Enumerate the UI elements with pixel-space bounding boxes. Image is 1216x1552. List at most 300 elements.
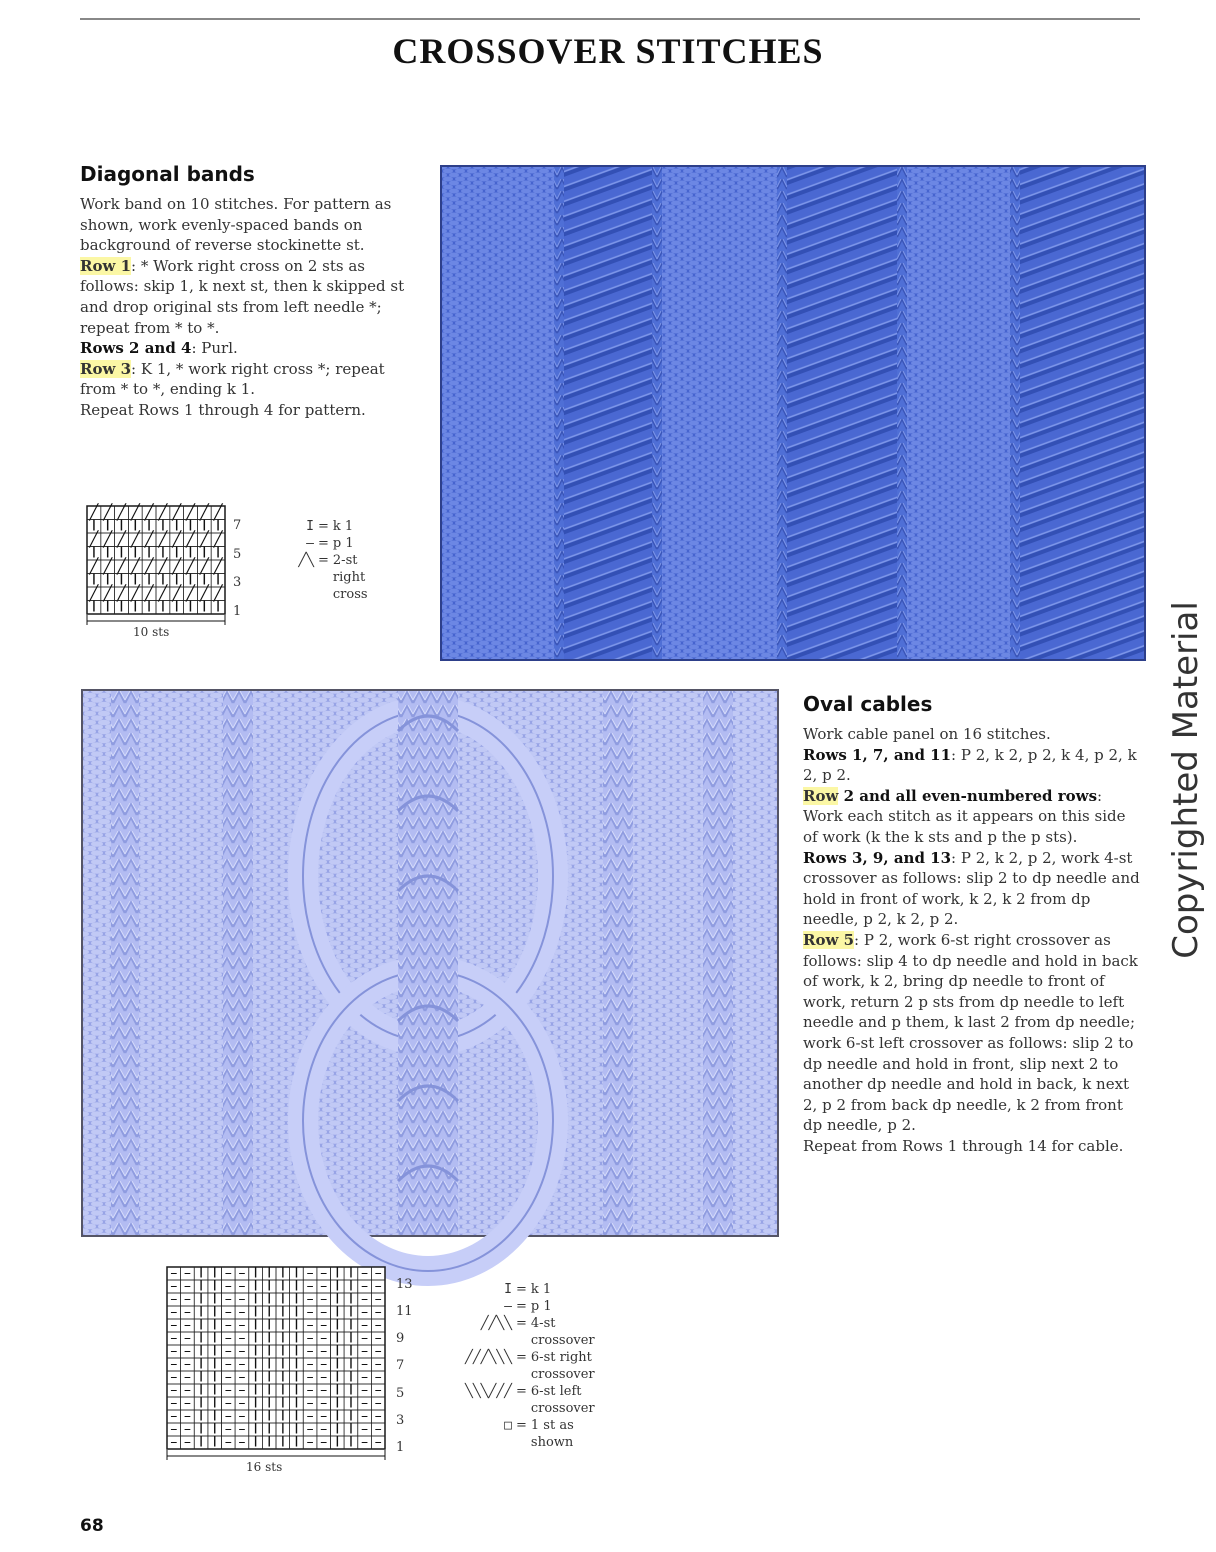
chart-symbol: – (170, 1382, 178, 1399)
chart-symbol: ╱ (172, 556, 182, 575)
chart-symbol: I (267, 1265, 272, 1282)
chart-symbol: – (183, 1265, 192, 1282)
chart-symbol: – (224, 1317, 232, 1334)
chart-symbol: ╱ (213, 583, 223, 602)
chart2-row-3: 3 (396, 1413, 405, 1428)
copyright-watermark: Copyrighted Material (1166, 601, 1206, 959)
chart-symbol: – (238, 1434, 246, 1451)
chart-symbol: I (174, 543, 179, 562)
chart-symbol: I (119, 516, 124, 535)
chart-symbol: ╱ (199, 583, 209, 602)
chart-symbol: I (280, 1369, 285, 1386)
chart-symbol: I (212, 1395, 217, 1412)
chart-symbol: ╱ (199, 529, 209, 548)
chart-symbol: – (374, 1304, 382, 1321)
chart-symbol: I (133, 570, 138, 589)
chart-symbol: ╱ (89, 583, 99, 602)
chart-symbol: ╱ (186, 583, 195, 602)
chart-symbol: I (253, 1434, 258, 1451)
chart-symbol: – (224, 1369, 232, 1386)
chart-symbol: I (348, 1356, 354, 1373)
rows24-text: : Purl. (191, 339, 238, 358)
chart-symbol: – (238, 1330, 246, 1347)
chart-symbol: I (267, 1356, 272, 1373)
chart-symbol: I (280, 1434, 285, 1451)
chart-symbol: ╱ (172, 529, 182, 548)
chart-symbol: – (360, 1421, 369, 1438)
chart-symbol: ╱ (186, 529, 195, 548)
chart-symbol: I (212, 1343, 217, 1360)
chart-symbol: – (360, 1317, 369, 1334)
chart-symbol: – (224, 1395, 232, 1412)
chart-symbol: I (215, 543, 221, 562)
chart-symbol: – (224, 1382, 232, 1399)
chart-symbol: I (188, 543, 193, 562)
oval-row5: Row 5: P 2, work 6-st right crossover as follows: slip 4 to dp needle and hold in back of work, k 2, bring dp needle to front of work, return 2 p sts from dp needle to left needle and p them, k last 2 from dp needle; work 6-st left crossover as follows: slip 2 to dp needle and hold in front, slip next 2 to another dp needle and hold in back, k next 2, p 2 from back dp needle, k 2 from front dp needle, p 2. (803, 930, 1138, 1135)
chart-symbol: – (306, 1291, 314, 1308)
chart-symbol: I (212, 1369, 217, 1386)
chart-symbol: I (348, 1330, 354, 1347)
chart-symbol: – (320, 1265, 328, 1282)
chart-symbol: I (105, 597, 110, 616)
chart-symbol: – (360, 1369, 369, 1386)
chart-symbol: – (170, 1356, 178, 1373)
chart-symbol: – (320, 1395, 328, 1412)
oval-cables-chart (166, 1266, 388, 1466)
chart-symbol: I (215, 516, 221, 535)
chart-symbol: – (183, 1317, 192, 1334)
chart-symbol: I (280, 1330, 285, 1347)
chart-symbol: ╱ (103, 583, 113, 602)
chart-symbol: – (320, 1434, 328, 1451)
chart-symbol: I (267, 1317, 272, 1334)
chart-symbol: I (119, 570, 124, 589)
chart-symbol: I (253, 1265, 258, 1282)
row3-label: Row 3 (80, 359, 132, 378)
chart-symbol: ╱ (172, 583, 182, 602)
page-number: 68 (80, 1516, 104, 1536)
chart-symbol: I (198, 1421, 204, 1438)
chart-symbol: I (267, 1369, 272, 1386)
chart-symbol: – (170, 1304, 178, 1321)
chart-symbol: ╱ (117, 502, 126, 521)
chart-symbol: – (183, 1356, 192, 1373)
chart-symbol: I (335, 1369, 340, 1386)
chart-symbol: I (335, 1278, 340, 1295)
chart1-width-label: 10 sts (133, 625, 170, 639)
chart-symbol: – (183, 1382, 192, 1399)
chart-symbol: – (183, 1421, 192, 1438)
chart-symbol: I (174, 597, 179, 616)
chart-symbol: – (374, 1265, 382, 1282)
chart-symbol: – (238, 1369, 246, 1386)
chart-symbol: ╱ (158, 556, 168, 575)
chart-symbol: – (170, 1265, 178, 1282)
chart-symbol: I (198, 1395, 204, 1412)
chart-symbol: – (306, 1434, 314, 1451)
chart-symbol: I (348, 1304, 354, 1321)
chart-symbol: – (238, 1317, 246, 1334)
chart-symbol: I (212, 1265, 217, 1282)
chart-symbol: I (202, 516, 207, 535)
chart-symbol: I (280, 1421, 285, 1438)
chart-symbol: – (238, 1382, 246, 1399)
chart-symbol: I (160, 597, 166, 616)
chart-symbol: I (294, 1421, 299, 1438)
chart-symbol: – (170, 1408, 178, 1425)
chart-symbol: I (267, 1330, 272, 1347)
chart-symbol: – (183, 1330, 192, 1347)
right-cross-symbol-icon: ╱╲ (298, 553, 314, 568)
diagonal-row1 (80, 256, 420, 338)
chart-symbol: ╱ (130, 556, 140, 575)
chart-symbol: ╱ (213, 556, 223, 575)
oval-cables-heading: Oval cables (803, 692, 933, 716)
chart-symbol: I (146, 543, 152, 562)
chart-symbol: I (119, 543, 124, 562)
oval-intro: Work cable panel on 16 stitches. (803, 725, 1051, 743)
chart-symbol: I (253, 1356, 258, 1373)
chart-symbol: I (188, 570, 193, 589)
chart-symbol: I (91, 597, 97, 616)
diagonal-rows24 (80, 338, 420, 359)
chart-symbol: I (294, 1317, 299, 1334)
one-st-as-shown-symbol-icon: □ (504, 1418, 512, 1433)
chart-symbol: I (335, 1330, 340, 1347)
chart-symbol: I (267, 1278, 272, 1295)
oval-cables-section (803, 692, 1143, 1156)
chart-symbol: ╱ (89, 556, 99, 575)
chart-symbol: I (280, 1317, 285, 1334)
chart-symbol: I (267, 1382, 272, 1399)
chart-symbol: – (306, 1395, 314, 1412)
chart-symbol: – (374, 1369, 382, 1386)
chart-symbol: I (160, 570, 166, 589)
chart-symbol: I (267, 1434, 272, 1451)
chart-symbol: I (253, 1395, 258, 1412)
chart-symbol: I (253, 1382, 258, 1399)
chart-symbol: – (320, 1304, 328, 1321)
chart-symbol: ╱ (144, 556, 154, 575)
chart-symbol: – (183, 1395, 192, 1412)
chart-symbol: I (91, 516, 97, 535)
chart-symbol: – (306, 1317, 314, 1334)
chart-symbol: I (335, 1343, 340, 1360)
row1-label: Row 1 (80, 256, 132, 275)
chart-symbol: – (374, 1421, 382, 1438)
chart-symbol: I (119, 597, 124, 616)
chart-symbol: I (294, 1265, 299, 1282)
oval-rows3913: Rows 3, 9, and 13: P 2, k 2, p 2, work 4-st crossover as follows: slip 2 to dp needle and hold in front of work, k 2, k 2 from dp needle, p 2, k 2, p 2. (803, 848, 1140, 929)
chart-symbol: – (238, 1278, 246, 1295)
chart-symbol: I (212, 1330, 217, 1347)
chart-symbol: – (320, 1343, 328, 1360)
chart-symbol: I (253, 1421, 258, 1438)
chart-symbol: I (294, 1304, 299, 1321)
chart-symbol: I (105, 543, 110, 562)
chart2-row-1: 1 (396, 1440, 405, 1455)
chart-symbol: I (133, 516, 138, 535)
chart-symbol: I (348, 1434, 354, 1451)
chart-symbol: ╱ (103, 529, 113, 548)
chart-symbol: I (212, 1356, 217, 1373)
oval-swatch-image (83, 691, 777, 1235)
chart-symbol: I (280, 1395, 285, 1412)
chart-symbol: – (374, 1278, 382, 1295)
chart-symbol: ╱ (103, 556, 113, 575)
chart-symbol: – (320, 1356, 328, 1373)
chart-symbol: – (183, 1434, 192, 1451)
chart-symbol: I (212, 1408, 217, 1425)
chart-symbol: I (348, 1278, 354, 1295)
chart-symbol: I (198, 1356, 204, 1373)
chart-symbol: I (160, 516, 166, 535)
chart-symbol: – (224, 1343, 232, 1360)
chart-symbol: I (280, 1343, 285, 1360)
chart-symbol: I (294, 1395, 299, 1412)
chart-symbol: – (224, 1356, 232, 1373)
chart-symbol: I (212, 1304, 217, 1321)
chart-symbol: – (360, 1291, 369, 1308)
chart-symbol: I (253, 1408, 258, 1425)
page-title: CROSSOVER STITCHES (392, 31, 824, 71)
chart-symbol: – (360, 1278, 369, 1295)
row1-text: : * Work right cross on 2 sts as follows: skip 1, k next st, then k skipped st and drop original sts from left needle *; repeat from * to *. (80, 256, 405, 337)
chart-symbol: ╱ (213, 529, 223, 548)
chart-symbol: – (183, 1408, 192, 1425)
chart-symbol: – (306, 1343, 314, 1360)
chart-symbol: I (267, 1304, 272, 1321)
chart-symbol: – (183, 1369, 192, 1386)
chart-symbol: I (253, 1291, 258, 1308)
chart1-row-1: 1 (233, 604, 242, 619)
chart-symbol: I (335, 1304, 340, 1321)
chart-symbol: I (146, 597, 152, 616)
chart-symbol: – (320, 1317, 328, 1334)
chart-symbol: – (374, 1395, 382, 1412)
chart-symbol: ╱ (158, 583, 168, 602)
chart-symbol: – (320, 1369, 328, 1386)
chart1-row-5: 5 (233, 547, 242, 562)
chart-symbol: – (360, 1408, 369, 1425)
chart-symbol: I (198, 1291, 204, 1308)
chart-symbol: I (198, 1330, 204, 1347)
chart-symbol: – (374, 1291, 382, 1308)
chart-symbol: – (360, 1304, 369, 1321)
chart-symbol: – (238, 1291, 246, 1308)
chart-symbol: – (224, 1291, 232, 1308)
chart-symbol: – (320, 1421, 328, 1438)
chart-symbol: I (198, 1317, 204, 1334)
chart-symbol: – (170, 1434, 178, 1451)
chart-symbol: – (224, 1265, 232, 1282)
chart-symbol: ╱ (117, 556, 126, 575)
purl-symbol-icon: – (306, 536, 314, 551)
chart-symbol: – (170, 1343, 178, 1360)
chart-symbol: – (224, 1304, 232, 1321)
chart-symbol: I (335, 1408, 340, 1425)
chart-symbol: – (224, 1434, 232, 1451)
chart1-row-7: 7 (233, 518, 242, 533)
chart-symbol: – (320, 1330, 328, 1347)
chart-symbol: ╱ (130, 502, 140, 521)
chart-symbol: I (215, 570, 221, 589)
chart-symbol: – (306, 1382, 314, 1399)
chart-symbol: – (238, 1265, 246, 1282)
chart-symbol: I (267, 1343, 272, 1360)
chart-symbol: I (198, 1304, 204, 1321)
chart-symbol: I (198, 1408, 204, 1425)
chart2-row-11: 11 (396, 1304, 413, 1319)
chart-symbol: – (374, 1356, 382, 1373)
chart-symbol: I (348, 1421, 354, 1438)
chart-symbol: I (267, 1291, 272, 1308)
chart-symbol: I (348, 1291, 354, 1308)
chart-symbol: – (320, 1278, 328, 1295)
chart-symbol: I (294, 1382, 299, 1399)
chart-symbol: I (202, 570, 207, 589)
chart-symbol: I (294, 1434, 299, 1451)
chart-symbol: – (183, 1343, 192, 1360)
diagonal-legend (270, 518, 400, 603)
chart-symbol: I (348, 1382, 354, 1399)
chart-symbol: I (174, 516, 179, 535)
chart-symbol: I (188, 597, 193, 616)
chart-symbol: I (198, 1434, 204, 1451)
chart-symbol: I (335, 1382, 340, 1399)
chart-symbol: I (253, 1278, 258, 1295)
chart-symbol: ╱ (158, 529, 168, 548)
chart-symbol: I (215, 597, 221, 616)
chart-symbol: ╱ (144, 529, 154, 548)
chart-symbol: – (374, 1382, 382, 1399)
chart-symbol: ╱ (89, 502, 99, 521)
chart2-row-13: 13 (396, 1277, 413, 1292)
chart-symbol: I (253, 1317, 258, 1334)
chart-symbol: ╱ (130, 529, 140, 548)
legend-knit: I = k 1 (270, 518, 400, 535)
chart-symbol: I (280, 1265, 285, 1282)
chart-symbol: – (170, 1278, 178, 1295)
chart-symbol: I (280, 1291, 285, 1308)
chart-symbol: I (294, 1291, 299, 1308)
chart-symbol: I (280, 1278, 285, 1295)
chart-symbol: – (238, 1395, 246, 1412)
chart-symbol: – (224, 1278, 232, 1295)
chart-symbol: – (183, 1304, 192, 1321)
oval-repeat: Repeat from Rows 1 through 14 for cable. (803, 1136, 1124, 1155)
chart-symbol: – (320, 1382, 328, 1399)
chart2-row-9: 9 (396, 1331, 405, 1346)
chart-symbol: – (306, 1330, 314, 1347)
chart-symbol: – (306, 1304, 314, 1321)
chart-symbol: I (348, 1343, 354, 1360)
chart-symbol: I (280, 1304, 285, 1321)
chart-symbol: ╱ (158, 502, 168, 521)
chart-symbol: I (253, 1369, 258, 1386)
chart-symbol: I (335, 1395, 340, 1412)
chart-symbol: ╱ (199, 502, 209, 521)
chart-symbol: I (174, 570, 179, 589)
rows24-label: Rows 2 and 4 (80, 339, 192, 358)
chart-symbol: I (105, 516, 110, 535)
chart-symbol: – (224, 1408, 232, 1425)
chart-symbol: ╱ (144, 583, 154, 602)
chart-symbol: – (374, 1408, 382, 1425)
chart-symbol: I (105, 570, 110, 589)
chart2-row-7: 7 (396, 1358, 405, 1373)
chart-symbol: ╱ (199, 556, 209, 575)
chart-symbol: – (170, 1395, 178, 1412)
chart-symbol: – (170, 1421, 178, 1438)
chart-symbol: – (306, 1408, 314, 1425)
chart-symbol: I (280, 1356, 285, 1373)
chart-symbol: – (374, 1434, 382, 1451)
chart-symbol: I (212, 1434, 217, 1451)
diagonal-repeat: Repeat Rows 1 through 4 for pattern. (80, 400, 366, 419)
chart2-width-label: 16 sts (246, 1460, 283, 1474)
chart-symbol: I (335, 1434, 340, 1451)
chart-symbol: – (306, 1356, 314, 1373)
chart-symbol: I (335, 1317, 340, 1334)
chart-symbol: ╱ (172, 502, 182, 521)
chart-symbol: I (160, 543, 166, 562)
chart-symbol: I (267, 1408, 272, 1425)
top-rule (80, 18, 1140, 20)
chart-symbol: I (212, 1382, 217, 1399)
oval-rows1711: Rows 1, 7, and 11: P 2, k 2, p 2, k 4, p 2, k 2, p 2. (803, 745, 1137, 785)
diagonal-bands-section (80, 162, 420, 421)
chart-symbol: I (294, 1408, 299, 1425)
chart-symbol: I (294, 1330, 299, 1347)
chart-symbol: I (335, 1421, 340, 1438)
chart-symbol: – (320, 1408, 328, 1425)
chart-symbol: I (294, 1278, 299, 1295)
chart-symbol: – (360, 1382, 369, 1399)
chart-symbol: ╱ (186, 502, 195, 521)
chart-symbol: – (170, 1369, 178, 1386)
four-st-crossover-symbol-icon: ╱╱╲╲ (480, 1316, 512, 1331)
chart-symbol: – (360, 1356, 369, 1373)
knit-symbol-icon: I (504, 1282, 512, 1297)
chart-symbol: – (170, 1330, 178, 1347)
chart-symbol: – (374, 1317, 382, 1334)
chart-symbol: ╱ (213, 502, 223, 521)
six-st-left-crossover-symbol-icon: ╲╲╲╱╱╱ (465, 1384, 512, 1399)
chart-symbol: I (253, 1343, 258, 1360)
chart-symbol: – (306, 1278, 314, 1295)
chart-symbol: – (306, 1369, 314, 1386)
chart-symbol: I (146, 516, 152, 535)
chart-symbol: I (294, 1343, 299, 1360)
chart-symbol: I (146, 570, 152, 589)
chart-symbol: – (238, 1304, 246, 1321)
chart-symbol: I (198, 1369, 204, 1386)
chart-symbol: – (306, 1421, 314, 1438)
chart-symbol: I (335, 1356, 340, 1373)
diagonal-bands-swatch-photo (440, 165, 1146, 661)
chart-symbol: I (212, 1291, 217, 1308)
oval-row2: Row 2 and all even-numbered rows: Work each stitch as it appears on this side of work (k the k sts and p the p sts). (803, 786, 1126, 846)
chart-symbol: – (238, 1356, 246, 1373)
chart-symbol: I (91, 543, 97, 562)
diagonal-bands-heading: Diagonal bands (80, 162, 255, 186)
chart-symbol: I (294, 1369, 299, 1386)
chart-symbol: – (238, 1408, 246, 1425)
chart-symbol: – (360, 1434, 369, 1451)
chart-symbol: I (91, 570, 97, 589)
chart-symbol: – (183, 1291, 192, 1308)
